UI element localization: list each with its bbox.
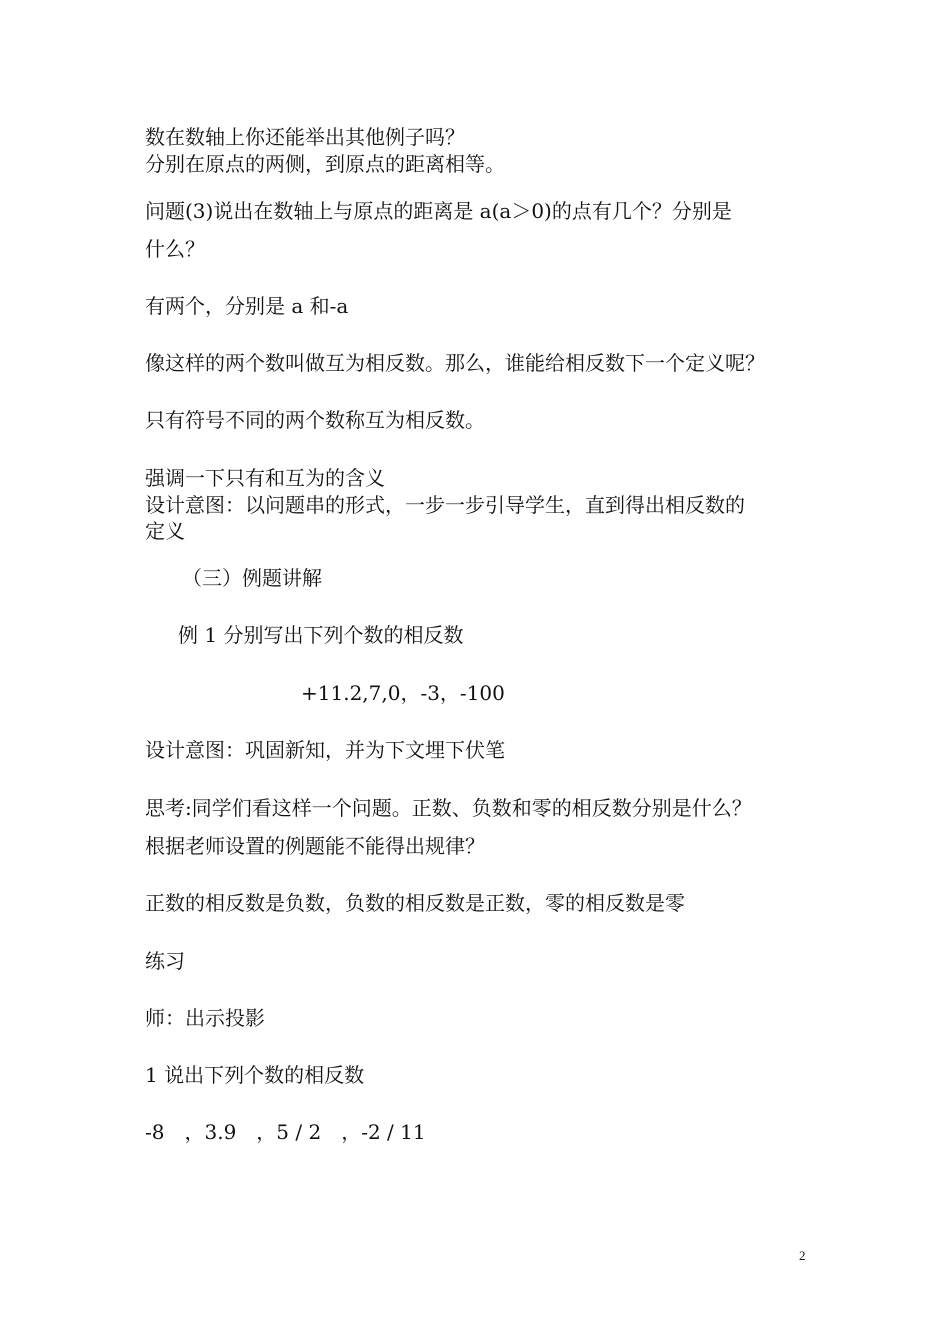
text-line-answer-two-points: 有两个，分别是 a 和-a <box>145 294 349 318</box>
text-line-design-intent-1-cont: 定义 <box>145 519 185 543</box>
text-line-example-1-numbers: +11.2,7,0，-3，-100 <box>301 681 505 705</box>
section-heading-examples: （三）例题讲解 <box>182 566 322 590</box>
text-line-emphasis: 强调一下只有和互为的含义 <box>145 466 385 490</box>
text-line-exercise-1-numbers: -8 ，3.9 ，5 / 2 ，-2 / 11 <box>145 1120 426 1144</box>
text-line-example-question: 数在数轴上你还能举出其他例子吗？ <box>145 125 465 149</box>
text-line-question-3-cont: 什么？ <box>145 237 205 261</box>
text-line-practice: 练习 <box>145 949 185 973</box>
text-line-rule: 正数的相反数是负数，负数的相反数是正数，零的相反数是零 <box>145 891 685 915</box>
text-line-definition: 只有符号不同的两个数称互为相反数。 <box>145 408 485 432</box>
page-number: 2 <box>799 1248 806 1263</box>
text-line-define-prompt: 像这样的两个数叫做互为相反数。那么，谁能给相反数下一个定义呢？ <box>145 351 765 375</box>
text-line-question-3: 问题(3)说出在数轴上与原点的距离是 a(a＞0)的点有几个？分别是 <box>145 199 732 223</box>
text-line-think-cont: 根据老师设置的例题能不能得出规律？ <box>145 834 485 858</box>
text-line-design-intent-2: 设计意图：巩固新知，并为下文埋下伏笔 <box>145 738 505 762</box>
text-line-teacher-projection: 师：出示投影 <box>145 1006 265 1030</box>
text-line-answer-both-sides: 分别在原点的两侧，到原点的距离相等。 <box>145 152 505 176</box>
text-line-exercise-1: 1 说出下列个数的相反数 <box>145 1063 365 1087</box>
text-line-think: 思考:同学们看这样一个问题。正数、负数和零的相反数分别是什么？ <box>145 796 752 820</box>
text-line-design-intent-1: 设计意图：以问题串的形式，一步一步引导学生，直到得出相反数的 <box>145 493 745 517</box>
text-line-example-1: 例 1 分别写出下列个数的相反数 <box>178 623 464 647</box>
